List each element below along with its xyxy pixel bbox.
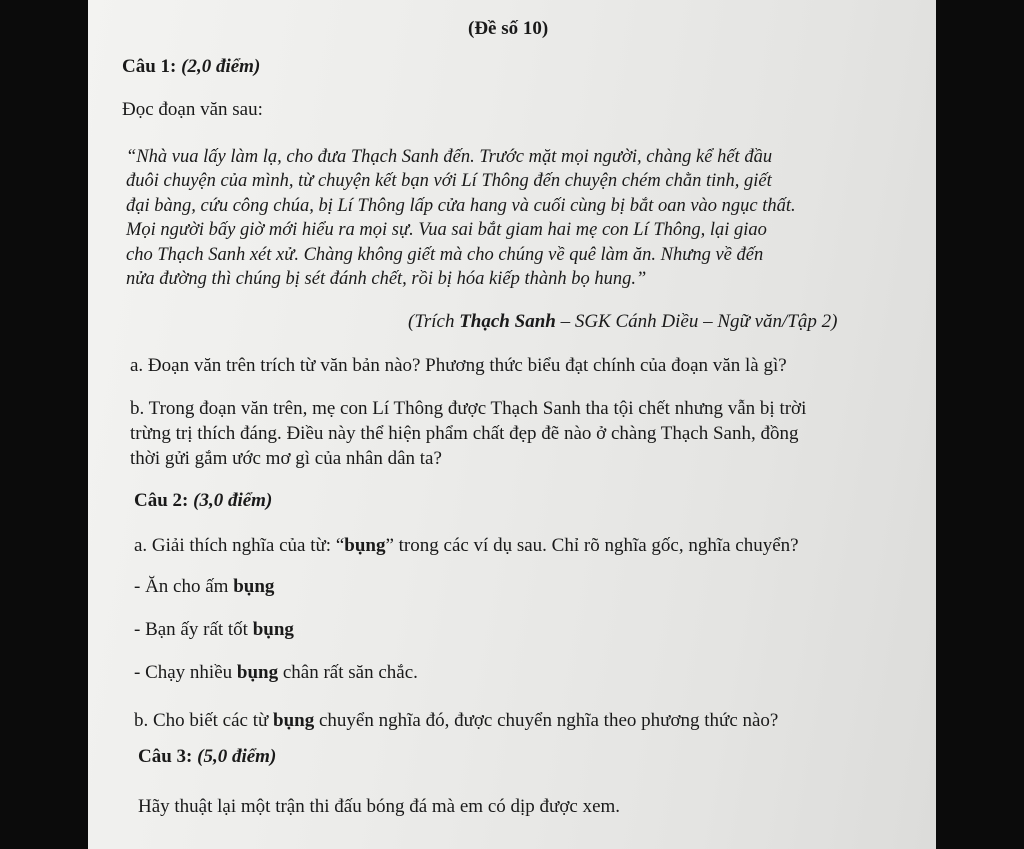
quote-line-5: cho Thạch Sanh xét xử. Chàng không giết mà cho chúng về quê làm ăn. Nhưng về đến <box>126 245 764 265</box>
example-1-text: - Ăn cho ấm <box>134 576 234 597</box>
question-2b-suffix: chuyển nghĩa đó, được chuyển nghĩa theo phương thức nào? <box>314 710 779 731</box>
example-3 <box>134 662 418 684</box>
example-1-word: bụng <box>233 576 275 597</box>
question-1b-line-3: thời gửi gắm ước mơ gì của nhân dân ta? <box>130 448 442 469</box>
source-title: Thạch Sanh <box>459 311 556 332</box>
example-2-word: bụng <box>252 619 294 640</box>
quote-line-3: đại bàng, cứu công chúa, bị Lí Thông lấp cửa hang và cuối cùng bị bắt oan vào ngục thất. <box>126 196 796 216</box>
source-suffix: – SGK Cánh Diều – Ngữ văn/Tập 2) <box>555 311 838 332</box>
question-1-intro: Đọc đoạn văn sau: <box>122 99 263 120</box>
question-2b <box>134 710 778 732</box>
source-prefix: (Trích <box>408 311 460 332</box>
question-1-heading <box>122 56 260 78</box>
question-2b-prefix: b. Cho biết các từ <box>134 710 274 731</box>
quote-source <box>408 311 837 333</box>
question-2a <box>134 535 799 557</box>
question-1-points: (2,0 điểm) <box>181 56 261 77</box>
question-1-label: Câu 1: <box>122 56 182 77</box>
exam-title: (Đề số 10) <box>468 18 549 39</box>
question-3-text: Hãy thuật lại một trận thi đấu bóng đá mà em có dịp được xem. <box>138 796 621 817</box>
quote-line-6: nửa đường thì chúng bị sét đánh chết, rồi bị hóa kiếp thành bọ hung.” <box>126 269 647 289</box>
example-2 <box>134 619 294 641</box>
example-1 <box>134 576 274 598</box>
question-3-label: Câu 3: <box>138 746 198 767</box>
question-2-heading <box>134 490 272 512</box>
quote-line-4: Mọi người bấy giờ mới hiểu ra mọi sự. Vua sai bắt giam hai mẹ con Lí Thông, lại giao <box>126 220 767 240</box>
question-1b-line-1: b. Trong đoạn văn trên, mẹ con Lí Thông được Thạch Sanh tha tội chết nhưng vẫn bị trời <box>130 398 807 419</box>
example-3-suffix: chân rất săn chắc. <box>278 662 418 683</box>
question-1a: a. Đoạn văn trên trích từ văn bản nào? Phương thức biểu đạt chính của đoạn văn là gì? <box>130 355 787 376</box>
example-3-word: bụng <box>236 662 279 683</box>
quote-line-2: đuôi chuyện của mình, từ chuyện kết bạn với Lí Thông đến chuyện chém chằn tinh, giết <box>126 171 772 191</box>
question-2-points: (3,0 điểm) <box>193 490 273 511</box>
quote-line-1: “Nhà vua lấy làm lạ, cho đưa Thạch Sanh đến. Trước mặt mọi người, chàng kể hết đầu <box>126 147 773 167</box>
question-3-points: (5,0 điểm) <box>197 746 277 767</box>
question-1b-line-2: trừng trị thích đáng. Điều này thể hiện phẩm chất đẹp đẽ nào ở chàng Thạch Sanh, đồng <box>130 423 799 444</box>
question-2a-prefix: a. Giải thích nghĩa của từ: “ <box>134 535 345 556</box>
question-2b-word: bụng <box>273 710 315 731</box>
question-2a-word: bụng <box>344 535 386 556</box>
exam-page <box>88 0 936 849</box>
example-3-prefix: - Chạy nhiều <box>134 662 237 683</box>
question-2-label: Câu 2: <box>134 490 194 511</box>
example-2-text: - Bạn ấy rất tốt <box>134 619 253 640</box>
question-2a-suffix: ” trong các ví dụ sau. Chỉ rõ nghĩa gốc, nghĩa chuyển? <box>385 535 799 556</box>
question-3-heading <box>138 746 276 768</box>
